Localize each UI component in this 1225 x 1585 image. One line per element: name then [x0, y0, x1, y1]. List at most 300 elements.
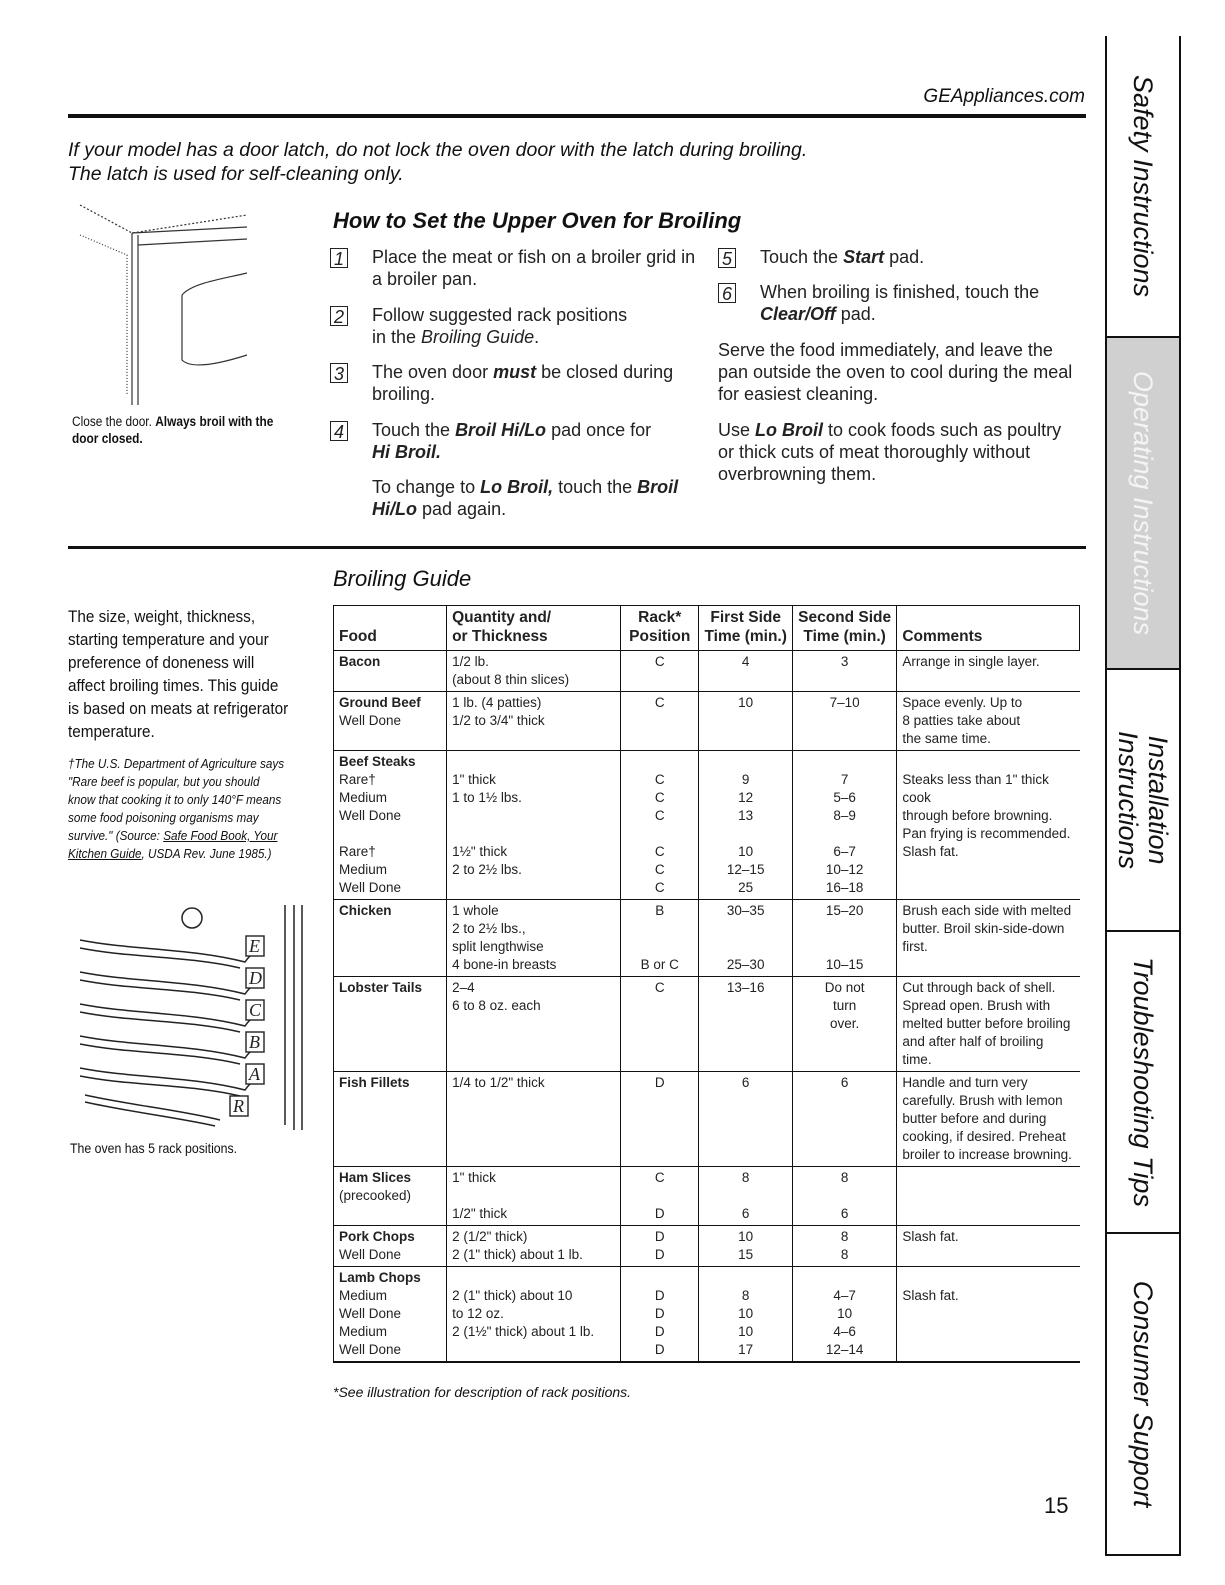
- cell-line: 8: [741, 1288, 750, 1303]
- cell-line: 8: [840, 1170, 849, 1185]
- table-row: [334, 751, 1080, 900]
- cell-line: 13–16: [726, 980, 765, 995]
- cell-line: [626, 753, 693, 771]
- cell-line: Spread open. Brush with: [902, 998, 1051, 1013]
- broiling-guide-ref: Broiling Guide: [421, 327, 535, 347]
- serve-note: Serve the food immediately, and leave the pan outside the oven to cool during the meal for easiest cleaning.: [718, 340, 1073, 404]
- cell-line: [452, 825, 615, 843]
- cell-line: 2 (1/2" thick): [452, 1229, 528, 1244]
- table-cell-second: [792, 692, 896, 751]
- step-text-part: pad.: [835, 304, 876, 324]
- cell-line: Rare†: [339, 772, 376, 787]
- table-cell-comments: [897, 1267, 1080, 1363]
- cell-line: C: [654, 772, 665, 787]
- table-row: [334, 692, 1080, 751]
- cell-line: 6: [840, 1206, 849, 1221]
- table-cell-comments: [897, 1167, 1080, 1226]
- cell-line: [339, 1205, 441, 1223]
- cell-line: 10: [837, 1306, 853, 1321]
- page-number: 15: [1044, 1493, 1069, 1518]
- cell-line: D: [654, 1324, 665, 1339]
- cell-line: Slash fat.: [902, 1229, 959, 1244]
- cell-line: [452, 1341, 615, 1359]
- table-cell-qty: [447, 1267, 621, 1363]
- cell-line: Ham Slices: [339, 1170, 412, 1185]
- cell-line: 1 to 1½ lbs.: [452, 790, 522, 805]
- table-cell-qty: [447, 651, 621, 692]
- cell-line: (precooked): [339, 1188, 412, 1203]
- step-text-part: Follow suggested rack positions in the: [372, 305, 628, 347]
- cell-line: [798, 938, 891, 956]
- note-line-1: If your model has a door latch, do not lock the oven door with the latch during broiling.: [68, 139, 808, 161]
- cell-line: Well Done: [339, 1342, 402, 1357]
- cell-line: 7–10: [829, 695, 860, 710]
- table-cell-comments: [897, 692, 1080, 751]
- step-text: [372, 419, 672, 463]
- col-header-rack: Rack* Position: [621, 606, 699, 651]
- cell-line: Pan frying is recommended.: [902, 826, 1071, 841]
- door-latch-note: [68, 138, 1078, 186]
- table-cell-food: [334, 1072, 447, 1167]
- table-cell-rack: [621, 1167, 699, 1226]
- cell-line: 3: [840, 654, 849, 669]
- cell-line: 6–7: [833, 844, 856, 859]
- cell-line: Handle and turn very: [902, 1075, 1028, 1090]
- cell-line: 6: [741, 1075, 750, 1090]
- cell-line: melted butter before broiling: [902, 1016, 1071, 1031]
- tab-label: Operating Instructions: [1128, 370, 1158, 636]
- step-text: [760, 281, 1060, 325]
- table-cell-food: [334, 692, 447, 751]
- table-cell-qty: [447, 1226, 621, 1267]
- cell-line: Cut through back of shell.: [902, 980, 1056, 995]
- cell-line: 1/4 to 1/2" thick: [452, 1075, 545, 1090]
- cell-line: Rare†: [339, 844, 376, 859]
- cell-line: Medium: [339, 1288, 388, 1303]
- cell-line: B or C: [640, 957, 679, 972]
- cell-line: [704, 938, 787, 956]
- cell-line: Lobster Tails: [339, 980, 423, 995]
- door-caption-plain: Close the door.: [72, 414, 156, 429]
- cell-line: 30–35: [726, 903, 765, 918]
- cell-line: Steaks less than 1" thick cook: [902, 772, 1049, 805]
- lo-broil-change: [372, 476, 682, 520]
- cell-line: Medium: [339, 790, 388, 805]
- cell-line: 4 bone-in breasts: [452, 957, 557, 972]
- rack-label-d: D: [249, 968, 262, 988]
- step-emphasis: Lo Broil: [755, 420, 824, 440]
- cell-line: [798, 825, 891, 843]
- table-cell-rack: [621, 651, 699, 692]
- cell-line: Well Done: [339, 880, 402, 895]
- oven-door-illustration: [72, 195, 282, 420]
- table-cell-comments: [897, 1072, 1080, 1167]
- cell-line: [626, 920, 693, 938]
- tab-troubleshooting-tips[interactable]: [1107, 932, 1179, 1234]
- tab-label: Safety Instructions: [1128, 74, 1158, 298]
- table-cell-first: [699, 1226, 793, 1267]
- cell-line: Well Done: [339, 713, 402, 728]
- table-cell-first: [699, 900, 793, 977]
- table-cell-second: [792, 651, 896, 692]
- table-cell-second: [792, 1267, 896, 1363]
- cell-line: D: [654, 1229, 665, 1244]
- table-cell-food: [334, 751, 447, 900]
- table-cell-food: [334, 977, 447, 1072]
- step-number: 1: [330, 248, 348, 268]
- cell-line: Beef Steaks: [339, 754, 416, 769]
- cell-line: 15–20: [825, 903, 864, 918]
- step-text: [372, 304, 642, 348]
- table-row: [334, 1167, 1080, 1226]
- step-text-part: be closed during broiling.: [372, 362, 674, 404]
- cell-line: 1/2 to 3/4" thick: [452, 713, 545, 728]
- cell-line: 6 to 8 oz. each: [452, 998, 541, 1013]
- tab-operating-instructions[interactable]: [1107, 338, 1179, 670]
- step-emphasis: Hi Broil.: [372, 442, 442, 462]
- cell-line: [798, 1269, 891, 1287]
- cell-line: 15: [738, 1247, 754, 1262]
- table-cell-first: [699, 751, 793, 900]
- cell-line: 12–15: [726, 862, 765, 877]
- col-header-quantity: Quantity and/ or Thickness: [447, 606, 621, 651]
- cell-line: butter before and during: [902, 1111, 1047, 1126]
- cell-line: 8: [840, 1229, 849, 1244]
- cell-line: 2 (1" thick) about 1 lb.: [452, 1247, 583, 1262]
- table-cell-comments: [897, 977, 1080, 1072]
- rack-caption: The oven has 5 rack positions.: [70, 1140, 238, 1156]
- cell-line: Well Done: [339, 1306, 402, 1321]
- cell-line: 2 (1" thick) about 10: [452, 1288, 573, 1303]
- cell-line: [902, 1269, 1074, 1287]
- cell-line: 6: [840, 1075, 849, 1090]
- cell-line: [626, 938, 693, 956]
- table-cell-second: [792, 900, 896, 977]
- cell-line: Medium: [339, 862, 388, 877]
- table-cell-comments: [897, 751, 1080, 900]
- cell-line: [704, 1269, 787, 1287]
- table-cell-first: [699, 651, 793, 692]
- tab-label: Troubleshooting Tips: [1128, 957, 1158, 1207]
- broiling-guide-title: Broiling Guide: [333, 566, 472, 591]
- cell-line: 12: [738, 790, 754, 805]
- cell-line: C: [654, 880, 665, 895]
- table-cell-qty: [447, 1072, 621, 1167]
- table-cell-qty: [447, 1167, 621, 1226]
- table-cell-first: [699, 977, 793, 1072]
- cell-line: C: [654, 862, 665, 877]
- step-text-part: Use: [718, 420, 756, 440]
- cell-line: [452, 879, 615, 897]
- door-caption: [72, 413, 274, 447]
- door-caption-bold: Always broil with the door closed.: [72, 414, 274, 446]
- usda-text: †The U.S. Department of Agriculture says "Rare beef is popular, but you should know that cooking it to only 140°F means some food poisoning organisms may survive." (Source:: [68, 756, 285, 843]
- step-text: [760, 246, 1070, 268]
- cell-line: Slash fat.: [902, 844, 959, 859]
- step-emphasis: Lo Broil,: [480, 477, 554, 497]
- cell-line: time.: [902, 1052, 932, 1067]
- cell-line: [902, 753, 1074, 771]
- cell-line: through before browning.: [902, 808, 1053, 823]
- cell-line: 10–12: [825, 862, 864, 877]
- cell-line: D: [654, 1206, 665, 1221]
- cell-line: 10: [738, 1306, 754, 1321]
- cell-line: turn: [832, 998, 857, 1013]
- cell-line: Brush each side with melted: [902, 903, 1072, 918]
- table-row: [334, 1072, 1080, 1167]
- guide-intro: The size, weight, thickness, starting temperature and your preference of doneness will affect broiling times. This guide is based on meats at refrigerator temperature.: [68, 607, 289, 741]
- cell-line: [452, 1187, 615, 1205]
- how-to-title: How to Set the Upper Oven for Broiling: [333, 208, 742, 233]
- table-cell-food: [334, 1267, 447, 1363]
- cell-line: [452, 753, 615, 771]
- col-header-second-side: Second Side Time (min.): [792, 606, 896, 651]
- cell-line: and after half of broiling: [902, 1034, 1044, 1049]
- step-number: 3: [330, 363, 348, 383]
- cell-line: C: [654, 790, 665, 805]
- table-cell-rack: [621, 900, 699, 977]
- table-cell-rack: [621, 1226, 699, 1267]
- table-row: [334, 1226, 1080, 1267]
- cell-line: Bacon: [339, 654, 381, 669]
- step-emphasis: Start: [843, 247, 885, 267]
- cell-line: Well Done: [339, 808, 402, 823]
- cell-line: 2 to 2½ lbs.: [452, 862, 522, 877]
- step-text: [372, 361, 682, 405]
- rack-label-c: C: [249, 1000, 262, 1020]
- cell-line: 1½" thick: [452, 844, 508, 859]
- table-cell-qty: [447, 977, 621, 1072]
- step-number: 6: [718, 283, 736, 303]
- cell-line: C: [654, 980, 665, 995]
- cell-line: 1/2 lb.: [452, 654, 489, 669]
- broiling-guide-table: [333, 605, 1080, 1363]
- col-header-first-side: First Side Time (min.): [699, 606, 793, 651]
- cell-line: split lengthwise: [452, 939, 544, 954]
- table-cell-first: [699, 1167, 793, 1226]
- step-text-part: pad once for: [546, 420, 652, 440]
- cell-line: B: [655, 903, 665, 918]
- table-cell-rack: [621, 692, 699, 751]
- step-text-part: to cook foods such as poultry or thick cuts of meat thoroughly without overbrowning them.: [718, 420, 1062, 484]
- table-cell-food: [334, 1226, 447, 1267]
- step-text: Place the meat or fish on a broiler grid in a broiler pan.: [372, 247, 696, 289]
- note-line-2: The latch is used for self-cleaning only.: [68, 163, 404, 185]
- table-cell-rack: [621, 751, 699, 900]
- cell-line: 8 patties take about: [902, 713, 1021, 728]
- step-text-part: When broiling is finished, touch the: [760, 282, 1040, 302]
- table-row: [334, 1267, 1080, 1363]
- cell-line: D: [654, 1075, 665, 1090]
- table-cell-rack: [621, 1072, 699, 1167]
- step-text-part: pad.: [884, 247, 925, 267]
- table-cell-qty: [447, 751, 621, 900]
- cell-line: [798, 1187, 891, 1205]
- cell-line: 1" thick: [452, 772, 496, 787]
- cell-line: 8: [840, 1247, 849, 1262]
- table-cell-qty: [447, 692, 621, 751]
- cell-line: over.: [829, 1016, 860, 1031]
- cell-line: C: [654, 695, 665, 710]
- cell-line: 17: [738, 1342, 754, 1357]
- cell-line: 10: [738, 844, 754, 859]
- table-cell-rack: [621, 1267, 699, 1363]
- usda-text: , USDA Rev. June 1985.): [141, 846, 272, 861]
- table-cell-comments: [897, 651, 1080, 692]
- cell-line: 8–9: [833, 808, 856, 823]
- cell-line: 10–15: [825, 957, 864, 972]
- section-tabs: [1105, 36, 1181, 1556]
- cell-line: 25–30: [726, 957, 765, 972]
- cell-line: [452, 807, 615, 825]
- cell-line: butter. Broil skin-side-down: [902, 921, 1065, 936]
- cell-line: D: [654, 1342, 665, 1357]
- step-text-part: .: [534, 327, 540, 347]
- cell-line: 2 (1½" thick) about 1 lb.: [452, 1324, 595, 1339]
- rack-label-a: A: [249, 1064, 260, 1084]
- tab-label-line: Installation: [1143, 735, 1173, 865]
- usda-note: [68, 755, 289, 863]
- cell-line: 5–6: [833, 790, 856, 805]
- step-text-part: Touch the: [372, 420, 456, 440]
- rack-label-r: R: [233, 1096, 244, 1116]
- step-text-part: pad again.: [417, 499, 507, 519]
- tab-installation-instructions[interactable]: [1107, 670, 1179, 932]
- cell-line: C: [654, 844, 665, 859]
- cell-line: 10: [738, 695, 754, 710]
- cell-line: Fish Fillets: [339, 1075, 410, 1090]
- cell-line: 1/2" thick: [452, 1206, 508, 1221]
- tab-consumer-support[interactable]: [1107, 1234, 1179, 1556]
- cell-line: Ground Beef: [339, 695, 421, 710]
- lo-broil-use: [718, 419, 1063, 485]
- step-text-part: touch the: [553, 477, 638, 497]
- table-cell-first: [699, 1267, 793, 1363]
- col-header-comments: Comments: [897, 606, 1080, 651]
- cell-line: (about 8 thin slices): [452, 672, 570, 687]
- cell-line: 25: [738, 880, 754, 895]
- step-emphasis: Broil Hi/Lo: [372, 477, 679, 519]
- cell-line: D: [654, 1247, 665, 1262]
- table-cell-second: [792, 1226, 896, 1267]
- table-row: [334, 651, 1080, 692]
- table-cell-qty: [447, 900, 621, 977]
- cell-line: 4–6: [833, 1324, 856, 1339]
- cell-line: Do not: [824, 980, 865, 995]
- cell-line: 4–7: [833, 1288, 856, 1303]
- cell-line: [452, 1269, 615, 1287]
- step-emphasis: must: [493, 362, 537, 382]
- cell-line: Well Done: [339, 1247, 402, 1262]
- cell-line: Arrange in single layer.: [902, 654, 1040, 669]
- step-emphasis: Broil Hi/Lo: [455, 420, 547, 440]
- cell-line: [626, 825, 693, 843]
- table-cell-rack: [621, 977, 699, 1072]
- cell-line: to 12 oz.: [452, 1306, 504, 1321]
- cell-line: 10: [738, 1324, 754, 1339]
- rack-footnote: *See illustration for description of rack positions.: [333, 1384, 632, 1400]
- cell-line: 1 lb. (4 patties): [452, 695, 542, 710]
- cell-line: [626, 1269, 693, 1287]
- cell-line: D: [654, 1288, 665, 1303]
- site-url: GEAppliances.com: [923, 86, 1085, 107]
- cell-line: broiler to increase browning.: [902, 1147, 1072, 1162]
- cell-line: D: [654, 1306, 665, 1321]
- cell-line: 13: [738, 808, 754, 823]
- col-header-food: Food: [334, 606, 447, 651]
- table-cell-food: [334, 1167, 447, 1226]
- table-body: [334, 651, 1080, 1363]
- table-cell-second: [792, 1072, 896, 1167]
- cell-line: cooking, if desired. Preheat: [902, 1129, 1066, 1144]
- cell-line: 1" thick: [452, 1170, 496, 1185]
- usda-source-title: Safe Food Book, Your Kitchen Guide: [68, 828, 278, 861]
- step-text-part: The oven door: [372, 362, 494, 382]
- cell-line: Medium: [339, 1324, 388, 1339]
- cell-line: 12–14: [825, 1342, 864, 1357]
- rack-label-e: E: [249, 936, 260, 956]
- table-cell-first: [699, 1072, 793, 1167]
- cell-line: C: [654, 1170, 665, 1185]
- table-row: [334, 977, 1080, 1072]
- cell-line: 10: [738, 1229, 754, 1244]
- cell-line: first.: [902, 939, 928, 954]
- table-cell-food: [334, 900, 447, 977]
- tab-label-line: Instructions: [1113, 730, 1143, 870]
- table-cell-second: [792, 977, 896, 1072]
- cell-line: 7: [840, 772, 849, 787]
- cell-line: 6: [741, 1206, 750, 1221]
- step-text-part: To change to: [372, 477, 481, 497]
- cell-line: [704, 1187, 787, 1205]
- header-rule: [68, 114, 1086, 118]
- cell-line: 9: [741, 772, 750, 787]
- section-rule: [68, 546, 1086, 549]
- rack-label-b: B: [249, 1032, 260, 1052]
- cell-line: 4: [741, 654, 750, 669]
- cell-line: 2 to 2½ lbs.,: [452, 921, 526, 936]
- cell-line: carefully. Brush with lemon: [902, 1093, 1063, 1108]
- step-number: 2: [330, 306, 348, 326]
- table-cell-comments: [897, 900, 1080, 977]
- step-text-part: Touch the: [760, 247, 844, 267]
- table-cell-food: [334, 651, 447, 692]
- cell-line: [798, 920, 891, 938]
- cell-line: 8: [741, 1170, 750, 1185]
- cell-line: 16–18: [825, 880, 864, 895]
- cell-line: C: [654, 808, 665, 823]
- cell-line: [339, 825, 441, 843]
- cell-line: [902, 1169, 1074, 1187]
- cell-line: [704, 825, 787, 843]
- tab-label: [1113, 731, 1173, 869]
- cell-line: Chicken: [339, 903, 392, 918]
- table-cell-comments: [897, 1226, 1080, 1267]
- table-cell-first: [699, 692, 793, 751]
- step-number: 5: [718, 248, 736, 268]
- cell-line: 2–4: [452, 980, 475, 995]
- step-emphasis: Clear/Off: [760, 304, 836, 324]
- cell-line: 1 whole: [452, 903, 499, 918]
- step-number: 4: [330, 421, 348, 441]
- cell-line: Pork Chops: [339, 1229, 415, 1244]
- tab-safety-instructions[interactable]: [1107, 36, 1179, 338]
- cell-line: Space evenly. Up to: [902, 695, 1023, 710]
- cell-line: C: [654, 654, 665, 669]
- rack-positions-illustration: [70, 900, 315, 1135]
- cell-line: [626, 1187, 693, 1205]
- table-cell-second: [792, 751, 896, 900]
